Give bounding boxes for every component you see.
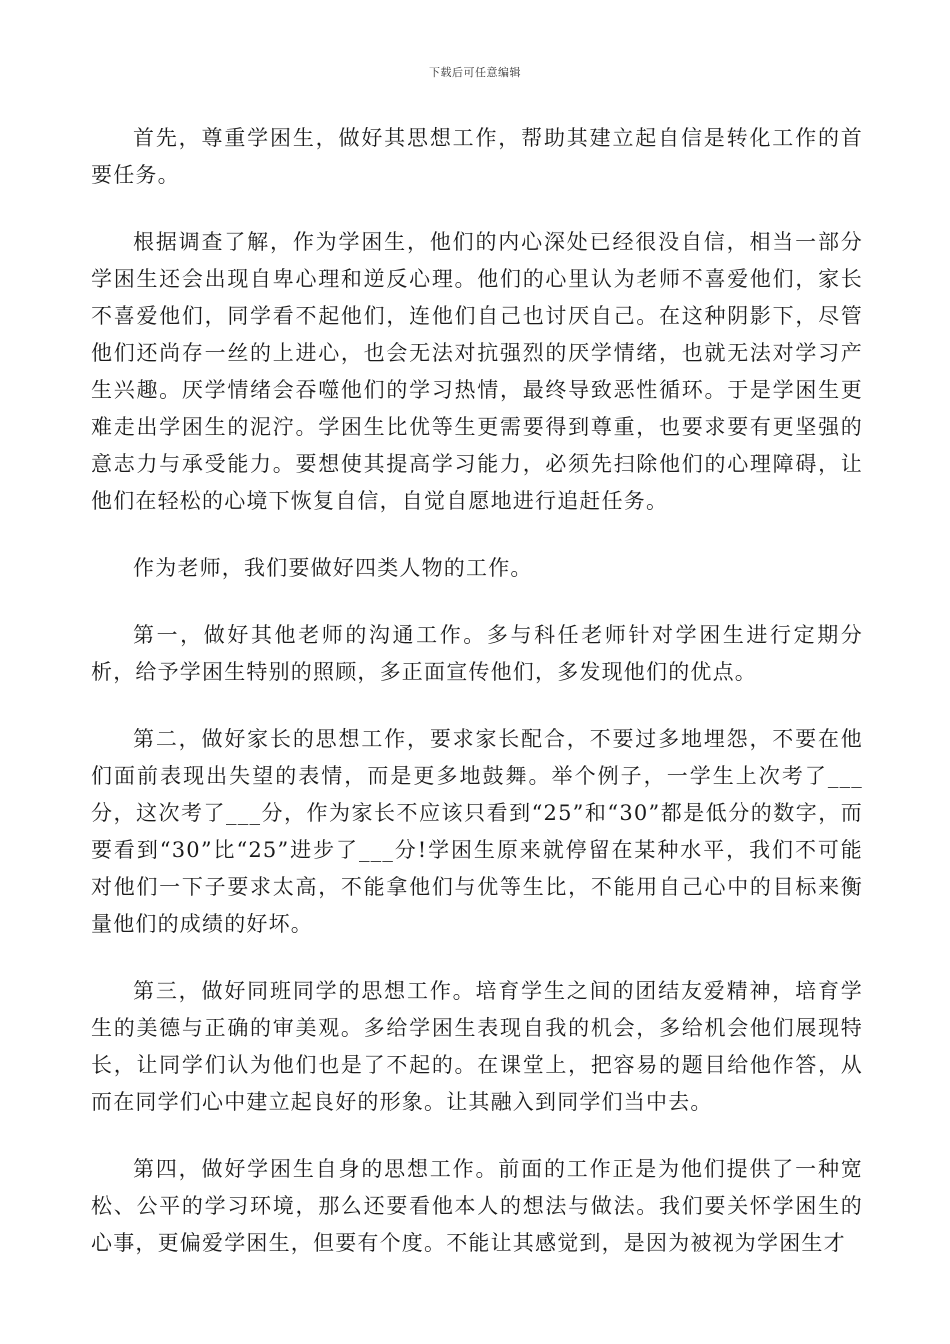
paragraph-second: 第二，做好家长的思想工作，要求家长配合，不要过多地埋怨，不要在他们面前表现出失望的表情，而是更多地鼓舞。举个例子，一学生上次考了___分，这次考了___分，作为家长不应该只看到“25”和“30”都是低分的数字，而要看到“30”比“25”进步了___分!学困生原来就停留在某种水平，我们不可能对他们一下子要求太高，不能拿他们与优等生比，不能用自己心中的目标来衡量他们的成绩的好坏。 bbox=[91, 727, 863, 936]
paragraph-intro: 首先，尊重学困生，做好其思想工作，帮助其建立起自信是转化工作的首要任务。 bbox=[91, 126, 863, 187]
page-header: 下载后可任意编辑 bbox=[429, 66, 521, 79]
paragraph-survey: 根据调查了解，作为学困生，他们的内心深处已经很没自信，相当一部分学困生还会出现自卑心理和逆反心理。他们的心里认为老师不喜爱他们，家长不喜爱他们，同学看不起他们，连他们自己也讨厌自己。在这种阴影下，尽管他们还尚存一丝的上进心，也会无法对抗强烈的厌学情绪，也就无法对学习产生兴趣。厌学情绪会吞噬他们的学习热情，最终导致恶性循环。于是学困生更难走出学困生的泥泞。学困生比优等生更需要得到尊重，也要求要有更坚强的意志力与承受能力。要想使其提高学习能力，必须先扫除他们的心理障碍，让他们在轻松的心境下恢复自信，自觉自愿地进行追赶任务。 bbox=[91, 230, 863, 513]
paragraph-fourth: 第四，做好学困生自身的思想工作。前面的工作正是为他们提供了一种宽松、公平的学习环境，那么还要看他本人的想法与做法。我们要关怀学困生的心事，更偏爱学困生，但要有个度。不能让其感觉到，是因为被视为学困生才 bbox=[91, 1157, 863, 1255]
paragraph-third: 第三，做好同班同学的思想工作。培育学生之间的团结友爱精神，培育学生的美德与正确的审美观。多给学困生表现自我的机会，多给机会他们展现特长，让同学们认为他们也是了不起的。在课堂上，把容易的题目给他作答，从而在同学们心中建立起良好的形象。让其融入到同学们当中去。 bbox=[91, 979, 863, 1114]
document-body bbox=[91, 120, 863, 1262]
paragraph-first: 第一，做好其他老师的沟通工作。多与科任老师针对学困生进行定期分析，给予学困生特别的照顾，多正面宣传他们，多发现他们的优点。 bbox=[91, 623, 863, 684]
paragraph-four-types: 作为老师，我们要做好四类人物的工作。 bbox=[133, 556, 533, 580]
